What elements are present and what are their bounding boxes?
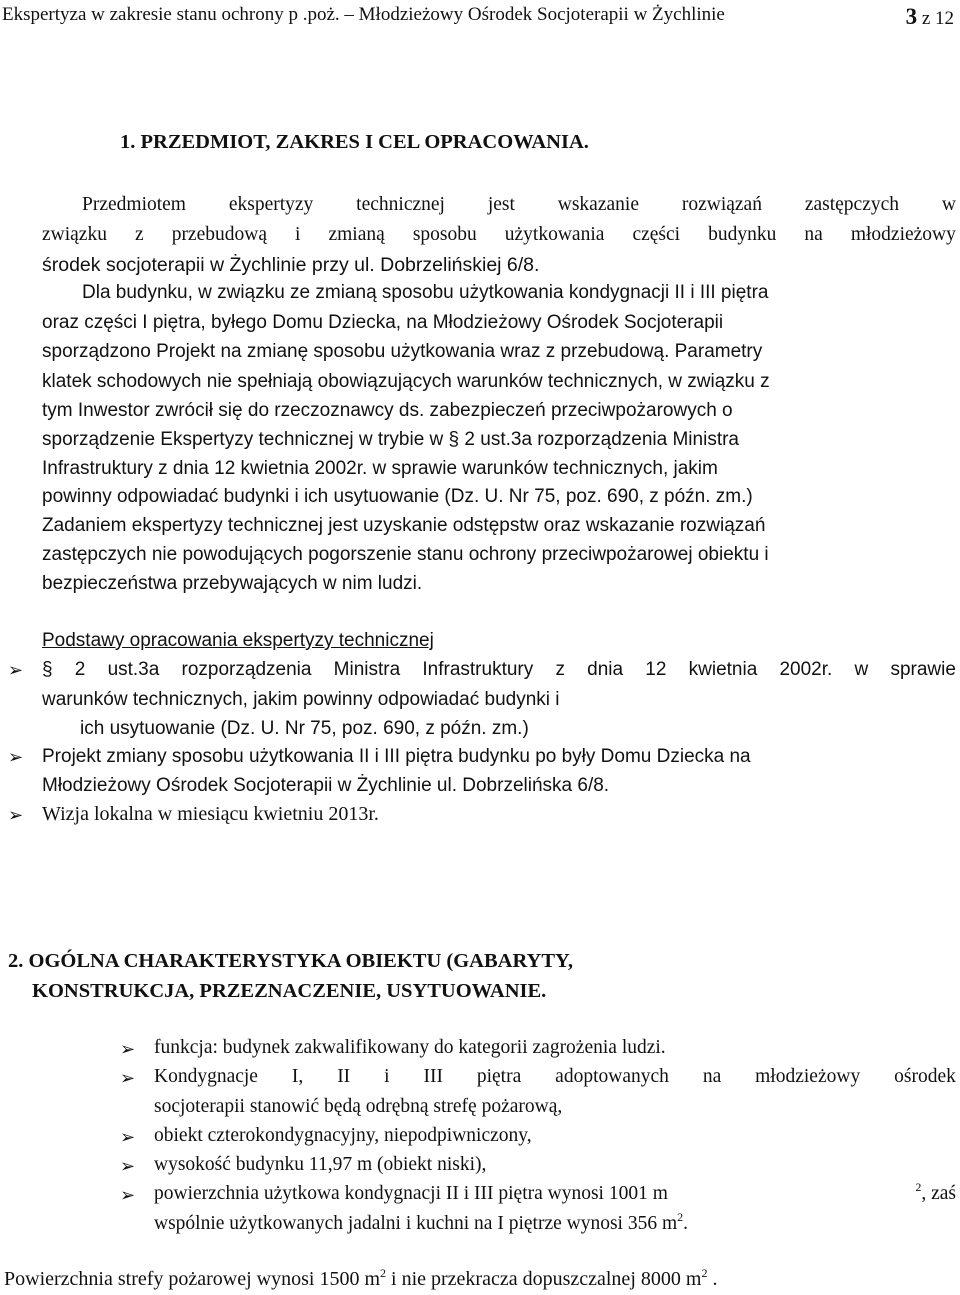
arrow-bullet-icon: ➢ [120,1039,136,1060]
characteristic-item-cont [154,1210,689,1235]
fire-zone-exponent-2: 2 [701,1266,708,1280]
para1-line: związku z przebudową i zmianą sposobu użytkowania części budynku na młodzieżowy [42,224,956,245]
basis-item-line: Projekt zmiany sposobu użytkowania II i III piętra budynku po były Domu Dziecka na [42,746,751,767]
fire-zone-exponent-1: 2 [380,1266,387,1280]
page-number-total: z 12 [917,8,954,29]
page-number-current: 3 [905,4,918,29]
characteristic-item: obiekt czterokondygnacyjny, niepodpiwniczony, [154,1125,532,1146]
area-text-b: , zaś [921,1183,956,1204]
header-title: Ekspertyza w zakresie stanu ochrony p .poż. – Młodzieżowy Ośrodek Socjoterapii w Żychlinie [2,4,725,25]
section-2-title-line2: KONSTRUKCJA, PRZEZNACZENIE, USYTUOWANIE. [32,980,547,1002]
fire-zone-text-a: Powierzchnia strefy pożarowej wynosi 1500 m [4,1268,381,1290]
area-text-a: powierzchnia użytkowa kondygnacji II i III piętra wynosi 1001 m [154,1183,668,1204]
para2-line: Infrastruktury z dnia 12 kwietnia 2002r. w sprawie warunków technicznych, jakim [42,458,718,479]
arrow-bullet-icon: ➢ [120,1127,136,1148]
para2-line: sporządzono Projekt na zmianę sposobu użytkowania wraz z przebudową. Parametry [42,341,763,362]
arrow-bullet-icon: ➢ [8,660,24,681]
dining-area-exponent: 2 [677,1210,684,1224]
para2-line: sporządzenie Ekspertyzy technicznej w trybie w § 2 ust.3a rozporządzenia Ministra [42,429,739,450]
page-header [2,4,958,36]
page-number [906,4,954,30]
para2-line: bezpieczeństwa przebywających w nim ludzi. [42,573,423,594]
basis-item-line: § 2 ust.3a rozporządzenia Ministra Infrastruktury z dnia 12 kwietnia 2002r. w sprawie [42,659,956,680]
para2-line: zastępczych nie powodujących pogorszenie stanu ochrony przeciwpożarowej obiektu i [42,544,769,565]
characteristic-item: funkcja: budynek zakwalifikowany do kategorii zagrożenia ludzi. [154,1037,666,1058]
dining-area-text: wspólnie użytkowanych jadalni i kuchni na I piętrze wynosi 356 m [154,1213,678,1234]
area-unit-tail [915,1180,956,1205]
basis-item-line: ich usytuowanie (Dz. U. Nr 75, poz. 690, z późn. zm.) [80,718,529,739]
arrow-bullet-icon: ➢ [120,1185,136,1206]
characteristic-item [154,1180,956,1205]
arrow-bullet-icon: ➢ [120,1156,136,1177]
para2-line: Zadaniem ekspertyzy technicznej jest uzyskanie odstępstw oraz wskazanie rozwiązań [42,515,766,536]
basis-item-line: Młodzieżowy Ośrodek Socjoterapii w Żychlinie ul. Dobrzelińska 6/8. [42,775,610,796]
arrow-bullet-icon: ➢ [120,1068,136,1089]
fire-zone-text-c: . [707,1268,718,1290]
basis-title: Podstawy opracowania ekspertyzy technicznej [42,630,434,651]
para2-line: powinny odpowiadać budynki i ich usytuowanie (Dz. U. Nr 75, poz. 690, z późn. zm.) [42,486,753,507]
section-2-title-line1: 2. OGÓLNA CHARAKTERYSTYKA OBIEKTU (GABARYTY, [8,950,574,972]
fire-zone-text-b: i nie przekracza dopuszczalnej 8000 m [386,1268,702,1290]
characteristic-item: Kondygnacje I, II i III piętra adoptowanych na młodzieżowy ośrodek [154,1066,956,1087]
characteristic-item-cont: socjoterapii stanowić będą odrębną strefę pożarową, [154,1096,563,1117]
dining-area-end: . [683,1213,689,1234]
para1-line: środek socjoterapii w Żychlinie przy ul. Dobrzelińskiej 6/8. [42,254,540,276]
para2-line: Dla budynku, w związku ze zmianą sposobu użytkowania kondygnacji II i III piętra [82,282,769,303]
para1-line: Przedmiotem ekspertyzy technicznej jest wskazanie rozwiązań zastępczych w [82,194,956,215]
para2-line: tym Inwestor zwrócił się do rzeczoznawcy ds. zabezpieczeń przeciwpożarowych o [42,400,733,421]
area-exponent: 2 [915,1180,922,1194]
section-1-title: 1. PRZEDMIOT, ZAKRES I CEL OPRACOWANIA. [120,131,589,153]
characteristic-item: wysokość budynku 11,97 m (obiekt niski), [154,1154,487,1175]
fire-zone-summary [4,1268,717,1291]
arrow-bullet-icon: ➢ [8,805,24,826]
para2-line: oraz części I piętra, byłego Domu Dziecka, na Młodzieżowy Ośrodek Socjoterapii [42,312,724,333]
arrow-bullet-icon: ➢ [8,747,24,768]
para2-line: klatek schodowych nie spełniają obowiązujących warunków technicznych, w związku z [42,371,770,392]
basis-item-line: warunków technicznych, jakim powinny odpowiadać budynki i [42,689,560,710]
basis-item-line: Wizja lokalna w miesiącu kwietniu 2013r. [42,803,379,825]
